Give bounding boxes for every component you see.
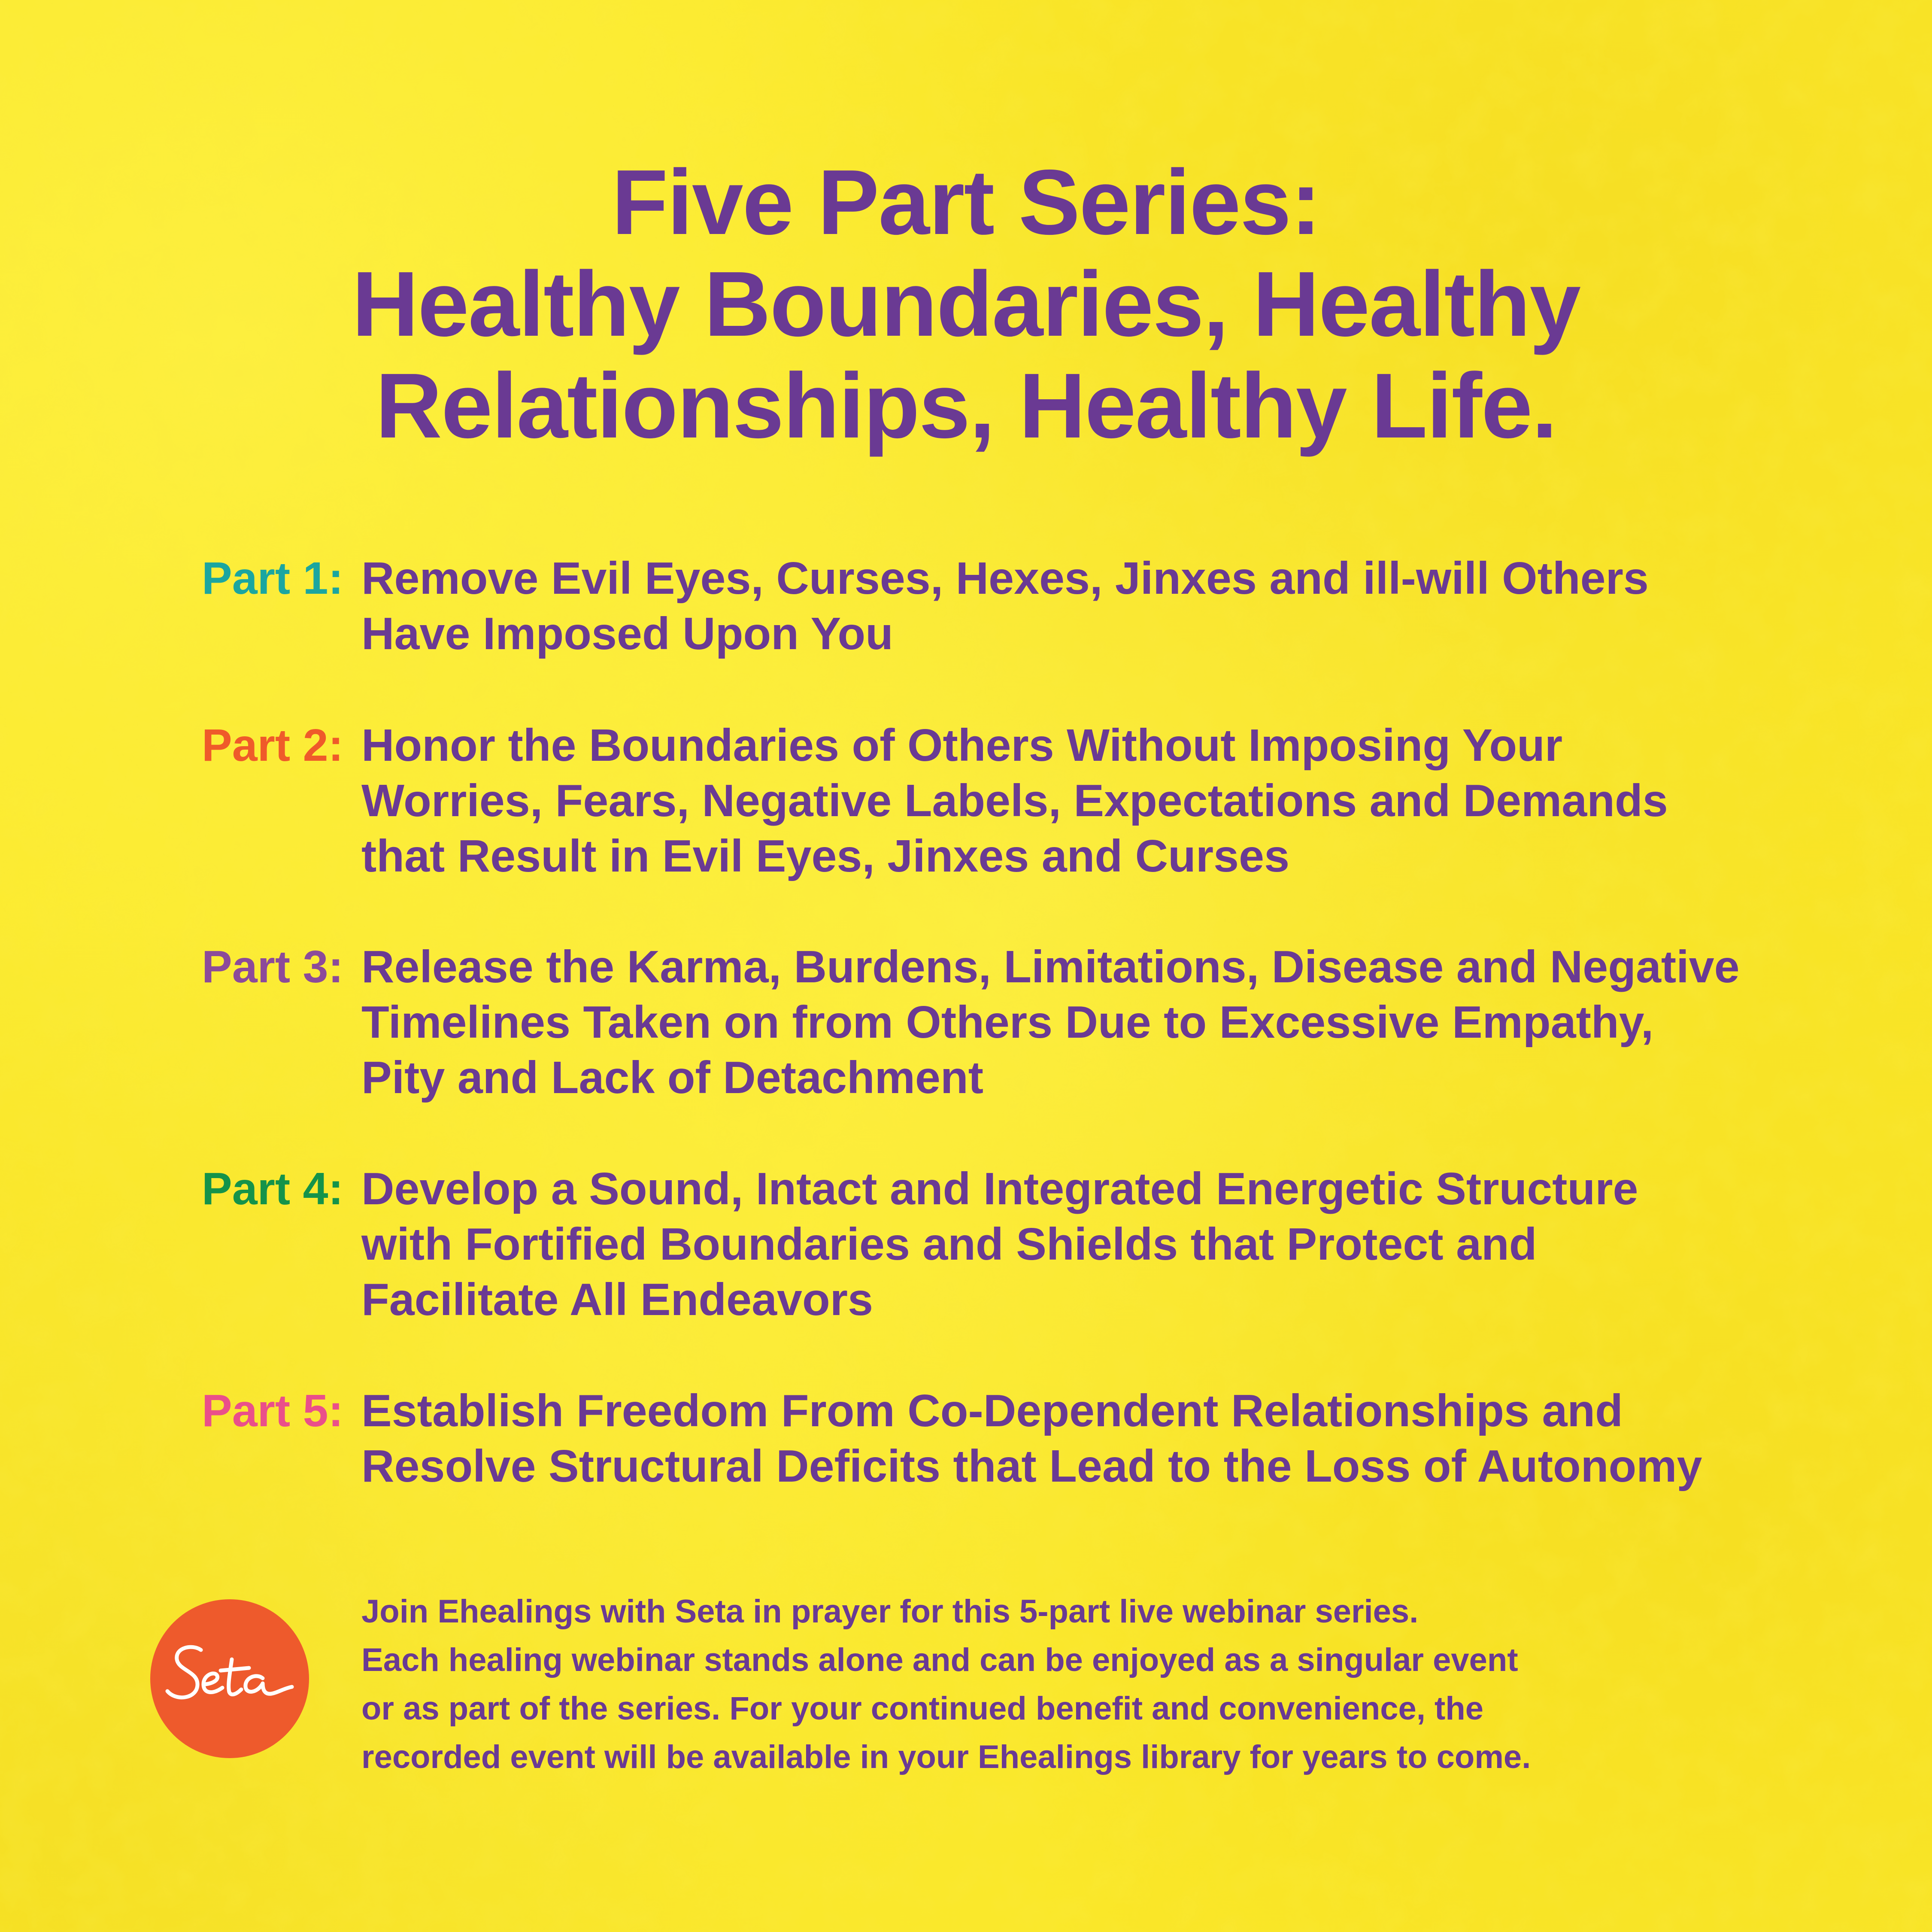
part-3-line: Pity and Lack of Detachment — [361, 1050, 1790, 1106]
part-1-line: Remove Evil Eyes, Curses, Hexes, Jinxes and ill-will Others — [361, 551, 1790, 606]
footer-line: Join Ehealings with Seta in prayer for this 5-part live webinar series. — [361, 1587, 1778, 1636]
footer-line: Each healing webinar stands alone and can be enjoyed as a singular event — [361, 1636, 1778, 1684]
footer-line: recorded event will be available in your Ehealings library for years to come. — [361, 1733, 1778, 1781]
part-3-line: Release the Karma, Burdens, Limitations, Disease and Negative — [361, 939, 1790, 995]
part-1-label: Part 1: — [202, 551, 343, 606]
part-2-label: Part 2: — [202, 718, 343, 773]
part-3-label: Part 3: — [202, 939, 343, 995]
part-2-line: that Result in Evil Eyes, Jinxes and Curses — [361, 829, 1790, 884]
part-1-line: Have Imposed Upon You — [361, 606, 1790, 662]
part-4-line: Develop a Sound, Intact and Integrated Energetic Structure — [361, 1161, 1790, 1217]
part-5-line: Establish Freedom From Co-Dependent Relationships and — [361, 1383, 1790, 1439]
title-line-3: Relationships, Healthy Life. — [0, 355, 1932, 456]
part-4-line: Facilitate All Endeavors — [361, 1272, 1790, 1327]
footer-line: or as part of the series. For your continued benefit and convenience, the — [361, 1684, 1778, 1733]
part-2-line: Worries, Fears, Negative Labels, Expectations and Demands — [361, 773, 1790, 829]
part-4-label: Part 4: — [202, 1161, 343, 1217]
title-line-2: Healthy Boundaries, Healthy — [0, 253, 1932, 355]
part-5-label: Part 5: — [202, 1383, 343, 1439]
title-line-1: Five Part Series: — [0, 151, 1932, 253]
part-2-line: Honor the Boundaries of Others Without Imposing Your — [361, 718, 1790, 773]
part-4-line: with Fortified Boundaries and Shields that Protect and — [361, 1217, 1790, 1272]
part-3-line: Timelines Taken on from Others Due to Excessive Empathy, — [361, 995, 1790, 1050]
part-5-line: Resolve Structural Deficits that Lead to the Loss of Autonomy — [361, 1439, 1790, 1494]
